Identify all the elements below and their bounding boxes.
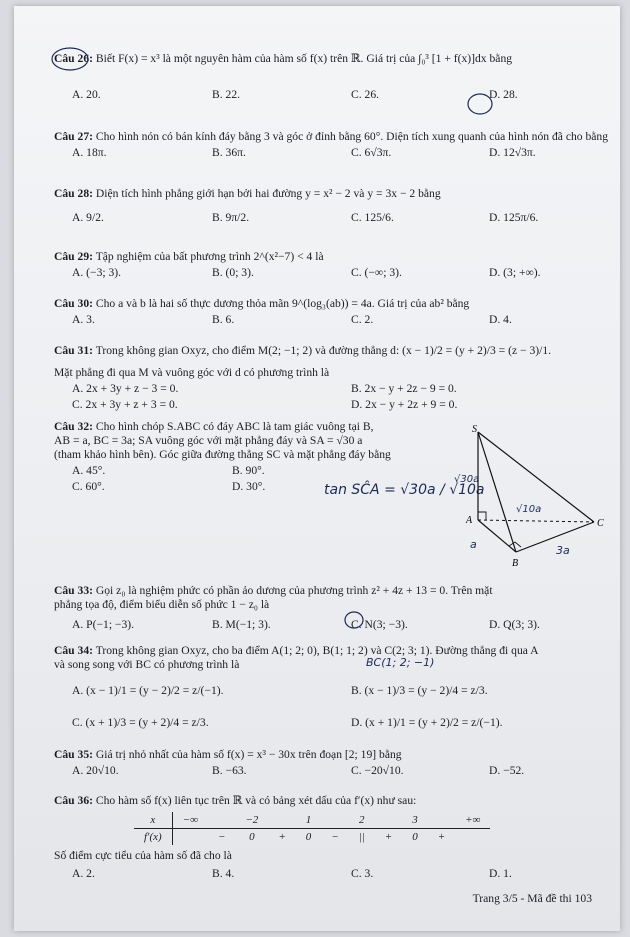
option-a: A. (−3; 3). bbox=[72, 266, 122, 279]
option-a: A. 45°. bbox=[72, 464, 106, 477]
question-label: Câu 35: bbox=[54, 748, 93, 761]
question-label: Câu 30: bbox=[54, 297, 93, 310]
option-b: B. 36π. bbox=[212, 146, 246, 159]
option-c: C. −20√10. bbox=[351, 764, 404, 777]
option-d: D. 4. bbox=[489, 313, 512, 326]
sign-table-cell: −∞ bbox=[182, 814, 198, 826]
question-text: Tập nghiệm của bất phương trình 2^(x²−7) < 4 là bbox=[95, 250, 324, 263]
question-label: Câu 28: bbox=[54, 187, 93, 200]
sign-table-cell: + bbox=[384, 831, 393, 843]
handwritten-note: BC(1; 2; −1) bbox=[366, 656, 435, 669]
option-c: C. 60°. bbox=[72, 480, 105, 493]
sign-table-cell: 2 bbox=[358, 814, 365, 826]
sign-table-cell: 1 bbox=[305, 814, 312, 826]
option-a: A. 18π. bbox=[72, 146, 107, 159]
vertex-label-a: A bbox=[466, 515, 473, 526]
option-b: B. 4. bbox=[212, 867, 235, 880]
circle-mark-icon bbox=[343, 610, 365, 630]
circle-mark-icon bbox=[50, 46, 90, 72]
question-33 bbox=[54, 584, 624, 632]
question-28 bbox=[54, 187, 624, 225]
question-31 bbox=[54, 344, 624, 412]
sign-table-cell: 0 bbox=[412, 831, 418, 843]
option-d: D. Q(3; 3). bbox=[489, 618, 540, 631]
sign-table-cell: 0 bbox=[249, 831, 255, 843]
option-c: C. (x + 1)/3 = (y + 2)/4 = z/3. bbox=[72, 716, 209, 729]
question-label: Câu 33: bbox=[54, 584, 93, 597]
sign-table-cell: − bbox=[217, 831, 226, 843]
option-a: A. 3. bbox=[72, 313, 95, 326]
option-b: B. 90°. bbox=[232, 464, 265, 477]
option-c: C. 6√3π. bbox=[351, 146, 392, 159]
option-d: D. 30°. bbox=[232, 480, 266, 493]
question-text-2: và song song với BC có phương trình là bbox=[54, 658, 240, 671]
option-c: C. 125/6. bbox=[351, 211, 394, 224]
question-label: Câu 36: bbox=[54, 794, 93, 807]
circle-mark-icon bbox=[466, 92, 494, 116]
question-29 bbox=[54, 250, 624, 280]
sign-table-cell: +∞ bbox=[465, 814, 481, 826]
option-a: A. 20√10. bbox=[72, 764, 119, 777]
option-a: A. P(−1; −3). bbox=[72, 618, 135, 631]
option-c: C. 2x + 3y + z + 3 = 0. bbox=[72, 398, 178, 411]
option-a: A. 9/2. bbox=[72, 211, 104, 224]
sign-table-cell: 0 bbox=[305, 831, 312, 843]
option-d: D. (x + 1)/1 = (y + 2)/2 = z/(−1). bbox=[351, 716, 503, 729]
option-a: A. 20. bbox=[72, 88, 101, 101]
sign-table bbox=[134, 812, 490, 845]
option-b: B. M(−1; 3). bbox=[212, 618, 271, 631]
question-36 bbox=[54, 794, 624, 881]
option-b: B. −63. bbox=[212, 764, 247, 777]
option-c: C. 2. bbox=[351, 313, 374, 326]
question-label: Câu 27: bbox=[54, 130, 93, 143]
handwritten-note: √10a bbox=[516, 504, 542, 515]
handwritten-note: √30a bbox=[454, 474, 480, 485]
option-c: C. (−∞; 3). bbox=[351, 266, 402, 279]
page-footer: Trang 3/5 - Mã đề thi 103 bbox=[472, 892, 592, 905]
vertex-label-s: S bbox=[472, 424, 477, 435]
option-d: D. 28. bbox=[489, 88, 518, 101]
sign-table-row-fprime bbox=[134, 829, 490, 846]
option-c: C. 3. bbox=[351, 867, 374, 880]
question-text: Cho hàm số f(x) liên tục trên ℝ và có bảng xét dấu của f′(x) như sau: bbox=[95, 794, 417, 807]
option-b: B. (0; 3). bbox=[212, 266, 254, 279]
option-a: A. 2. bbox=[72, 867, 95, 880]
question-label: Câu 34: bbox=[54, 644, 93, 657]
question-text: Giá trị nhỏ nhất của hàm số f(x) = x³ − 30x trên đoạn [2; 19] bằng bbox=[95, 748, 402, 761]
handwritten-note: a bbox=[470, 538, 477, 551]
question-text-2: Số điểm cực tiểu của hàm số đã cho là bbox=[54, 849, 232, 862]
sign-table-cell: −2 bbox=[245, 814, 259, 826]
vertex-label-c: C bbox=[597, 518, 604, 529]
question-text: Gọi z₀ là nghiệm phức có phần ảo dương của phương trình z² + 4z + 13 = 0. Trên mặt bbox=[95, 584, 493, 597]
sign-table-cell: − bbox=[331, 831, 339, 843]
option-d: D. (3; +∞). bbox=[489, 266, 541, 279]
question-text: Trong không gian Oxyz, cho điểm M(2; −1; 2) và đường thẳng d: (x − 1)/2 = (y + 2)/3 = (z − 3)/1. bbox=[95, 344, 552, 357]
option-c: C. 26. bbox=[351, 88, 380, 101]
option-d: D. −52. bbox=[489, 764, 525, 777]
option-d: D. 2x − y + 2z + 9 = 0. bbox=[351, 398, 458, 411]
sign-table-cell: + bbox=[278, 831, 286, 843]
option-b: B. 6. bbox=[212, 313, 235, 326]
option-a: A. (x − 1)/1 = (y − 2)/2 = z/(−1). bbox=[72, 684, 224, 697]
option-d: D. 125π/6. bbox=[489, 211, 539, 224]
question-text: Cho a và b là hai số thực dương thỏa mãn 9^(log₃(ab)) = 4a. Giá trị của ab² bằng bbox=[95, 297, 470, 310]
question-text-2: phẳng tọa độ, điểm biểu diễn số phức 1 − z₀ là bbox=[54, 598, 270, 611]
question-27 bbox=[54, 130, 624, 160]
option-b: B. 9π/2. bbox=[212, 211, 250, 224]
option-d: D. 1. bbox=[489, 867, 512, 880]
sign-table-cell: 3 bbox=[412, 814, 418, 826]
option-a: A. 2x + 3y + z − 3 = 0. bbox=[72, 382, 179, 395]
question-text-2: Mặt phẳng đi qua M và vuông góc với d có phương trình là bbox=[54, 366, 330, 379]
question-text-3: (tham khảo hình bên). Góc giữa đường thẳng SC và mặt phẳng đáy bằng bbox=[54, 448, 391, 461]
sign-table-row-x bbox=[134, 812, 490, 829]
option-d: D. 12√3π. bbox=[489, 146, 536, 159]
sign-table-cell: || bbox=[358, 831, 365, 843]
option-c: C. N(3; −3). bbox=[351, 618, 408, 631]
question-label: Câu 29: bbox=[54, 250, 93, 263]
question-text: Cho hình chóp S.ABC có đáy ABC là tam giác vuông tại B, bbox=[95, 420, 374, 433]
sign-table-header: x bbox=[134, 812, 172, 829]
question-35 bbox=[54, 748, 624, 778]
option-b: B. 2x − y + 2z − 9 = 0. bbox=[351, 382, 457, 395]
question-26 bbox=[54, 52, 624, 102]
option-b: B. (x − 1)/3 = (y − 2)/4 = z/3. bbox=[351, 684, 488, 697]
pyramid-figure bbox=[464, 424, 614, 584]
sign-table-cell: + bbox=[437, 831, 446, 843]
question-label: Câu 32: bbox=[54, 420, 93, 433]
question-text: Cho hình nón có bán kính đáy bằng 3 và góc ở đỉnh bằng 60°. Diện tích xung quanh của hình nón đã cho bằng bbox=[95, 130, 608, 143]
question-text: Biết F(x) = x³ là một nguyên hàm của hàm số f(x) trên ℝ. Giá trị của ∫₀³ [1 + f(x)]dx bằng bbox=[95, 52, 513, 65]
question-text: Trong không gian Oxyz, cho ba điểm A(1; 2; 0), B(1; 1; 2) và C(2; 3; 1). Đường thẳng đi qua A bbox=[95, 644, 539, 657]
question-34 bbox=[54, 644, 624, 730]
question-label: Câu 31: bbox=[54, 344, 93, 357]
sign-table-header: f′(x) bbox=[134, 829, 172, 846]
exam-page bbox=[14, 6, 620, 931]
handwritten-note: tan SĈA = √30a / √10a bbox=[324, 482, 485, 498]
question-label: Câu 26: bbox=[54, 52, 93, 65]
question-text: Diện tích hình phẳng giới hạn bởi hai đường y = x² − 2 và y = 3x − 2 bằng bbox=[95, 187, 441, 200]
handwritten-note: 3a bbox=[556, 544, 570, 557]
question-text-2: AB = a, BC = 3a; SA vuông góc với mặt phẳng đáy và SA = √30 a bbox=[54, 434, 363, 447]
option-b: B. 22. bbox=[212, 88, 241, 101]
vertex-label-b: B bbox=[512, 558, 519, 569]
question-30 bbox=[54, 297, 624, 327]
